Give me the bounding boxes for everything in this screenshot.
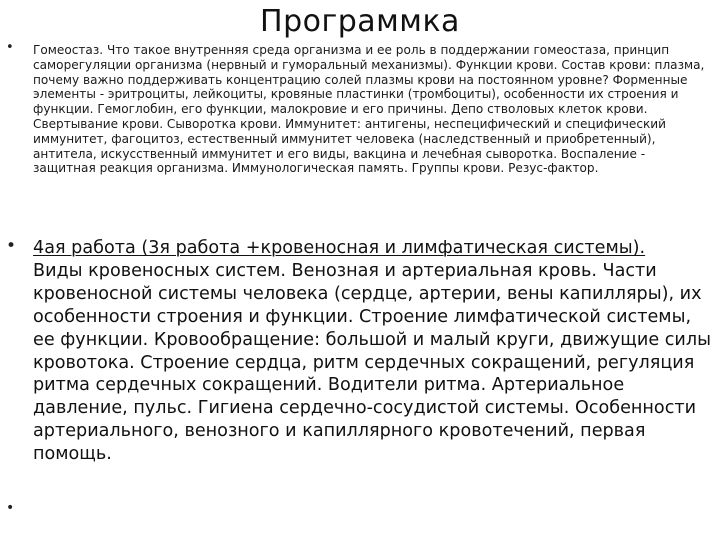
bullet-marker-2: • (6, 236, 17, 256)
bullet-text-1: Гомеостаз. Что такое внутренняя среда организма и ее роль в поддержании гомеостаза, принцип саморегуляции организма (нервный и гуморальный механизмы). Функции крови. Состав крови: плазма, почему важно поддерживать концентрацию солей плазмы крови на постоянном уровне? Форменные элементы - эритроциты, лейкоциты, кровяные пластинки (тромбоциты), особенности их строения и функции. Гемоглобин, его функции, малокровие и его причины. Депо стволовых клеток крови. Свертывание крови. Сыворотка крови. Иммунитет: антигены, неспецифический и специфический иммунитет, фагоцитоз, естественный иммунитет человека (наследственный и приобретенный), антитела, искусственный иммунитет и его виды, вакцина и лечебная сыворотка. Воспаление - защитная реакция организма. Иммунологическая память. Группы крови. Резус-фактор. (33, 43, 705, 176)
bullet-heading-2: 4ая работа (3я работа +кровеносная и лимфатическая системы). (33, 238, 646, 258)
bullet-marker-1: • (6, 40, 14, 55)
slide-title: Программка (260, 4, 460, 39)
bullet-marker-3: • (6, 500, 15, 516)
bullet-paragraph-2 (33, 237, 717, 466)
bullet-text-2: Виды кровеносных систем. Венозная и артериальная кровь. Части кровеносной системы человека (сердце, артерии, вены капилляры), их особенности строения и функции. Строение лимфатической системы, ее функции. Кровообращение: большой и малый круги, движущие силы кровотока. Строение сердца, ритм сердечных сокращений, регуляция ритма сердечных сокращений. Водители ритма. Артериальное давление, пульс. Гигиена сердечно-сосудистой системы. Особенности артериального, венозного и капиллярного кровотечений, первая помощь. (33, 260, 711, 465)
